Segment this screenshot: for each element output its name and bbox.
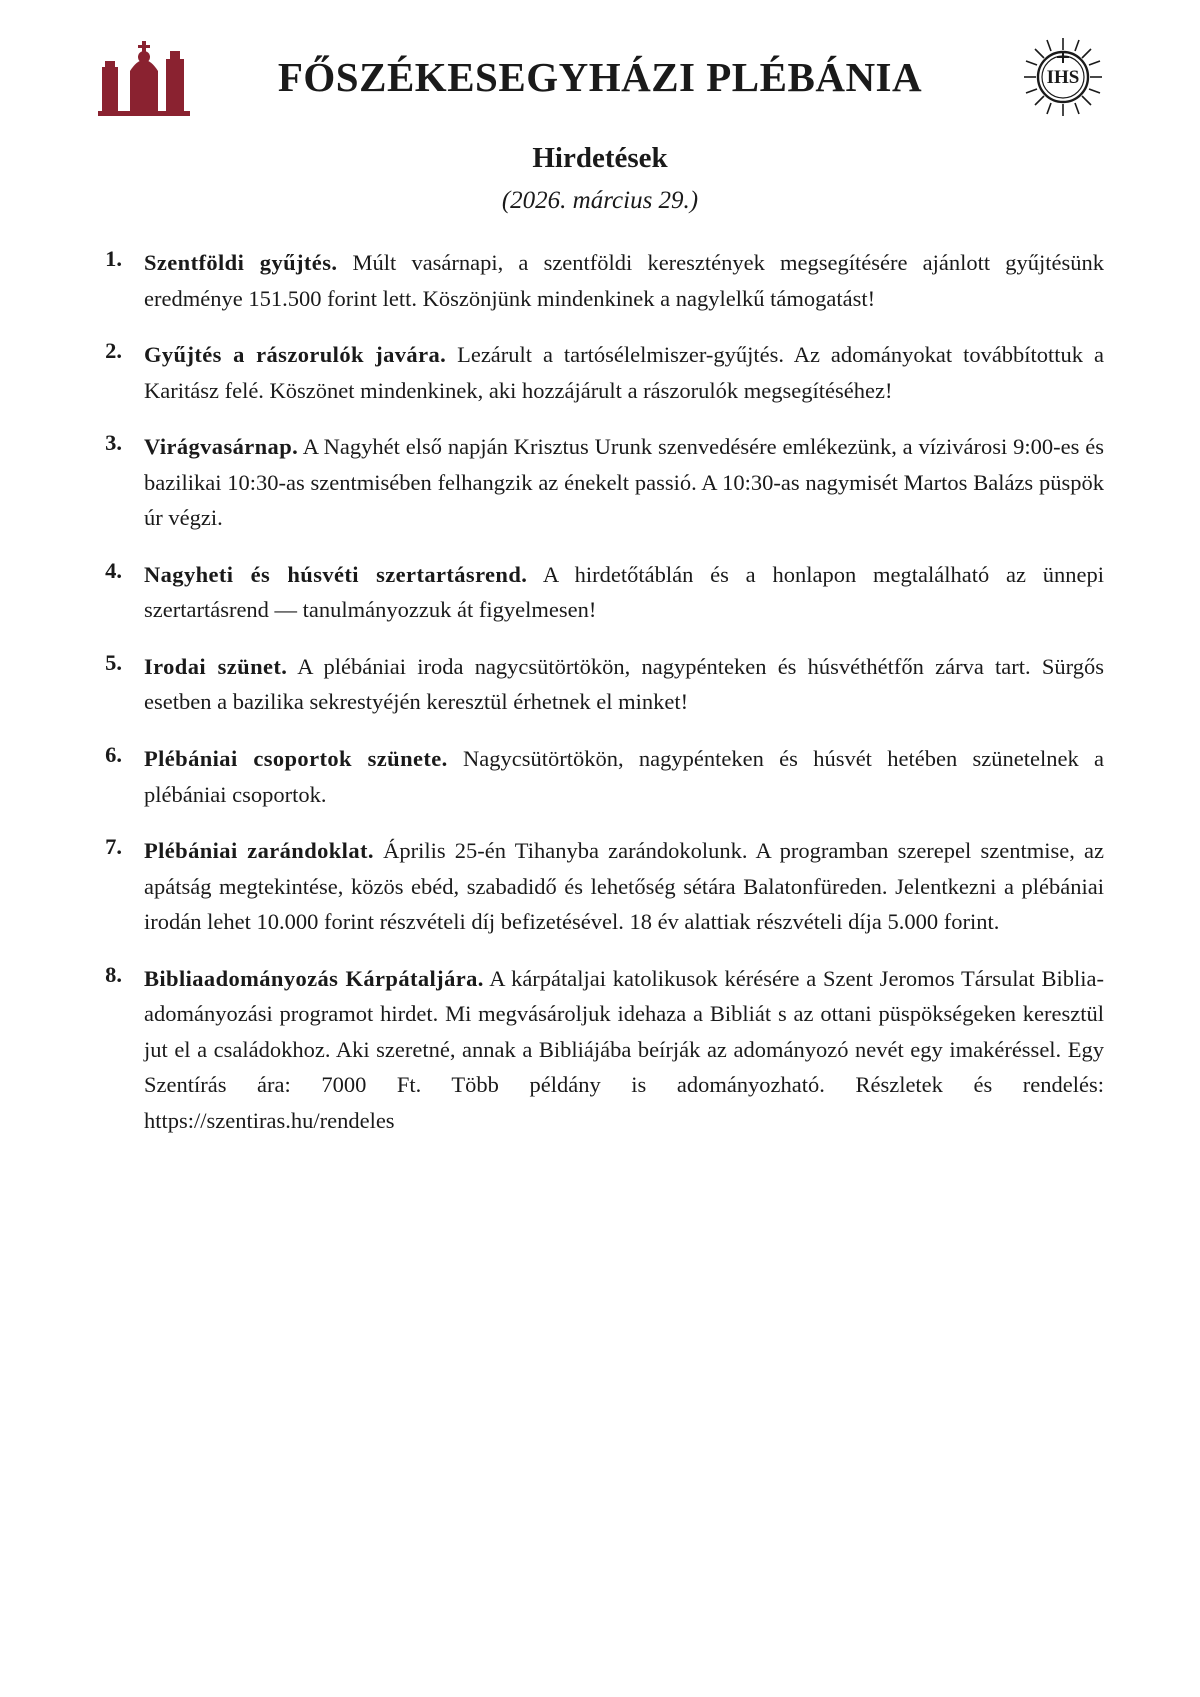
item-body: [144, 337, 1104, 408]
announcement-list: [96, 245, 1104, 1138]
document-subtitle: Hirdetések: [532, 142, 668, 174]
list-item: [96, 649, 1104, 720]
page-title: FŐSZÉKESEGYHÁZI PLÉBÁNIA: [277, 54, 923, 100]
list-item: [96, 741, 1104, 812]
item-number: 8.: [105, 961, 122, 987]
item-text: A hirdetőtáblán és a honlapon megtalálható az ünnepi szertartásrend — tanulmányozzuk át figyelmesen!: [144, 561, 1104, 623]
item-title: Irodai szünet.: [144, 653, 288, 679]
item-title: Virágvasárnap.: [144, 434, 299, 460]
item-text: Lezárult a tartósélelmiszer-gyűjtés. Az adományokat továbbítottuk a Karitász felé. Köszönet mindenkinek, aki hozzájárult a rászorulók megsegítéséhez!: [144, 342, 1104, 403]
item-title: Gyűjtés a rászorulók javára.: [144, 342, 447, 368]
item-number: 3.: [105, 430, 122, 456]
item-body: [144, 429, 1104, 536]
item-body: [144, 649, 1104, 720]
item-text: A Nagyhét első napján Krisztus Urunk szenvedésére emlékezünk, a vízivárosi 9:00-es és bazilikai 10:30-as szentmisében felhangzik az énekelt passió. A 10:30-as nagymisét Martos Balázs püspök úr végzi.: [144, 434, 1104, 531]
item-body: [144, 741, 1104, 812]
list-item: [96, 429, 1104, 536]
item-text: A plébániai iroda nagycsütörtökön, nagypénteken és húsvéthétfőn zárva tart. Sürgős esetben a bazilika sekrestyéjén keresztül érhetnek el minket!: [144, 653, 1105, 715]
item-title: Plébániai csoportok szünete.: [144, 746, 448, 772]
item-body: [144, 833, 1104, 940]
item-title: Plébániai zarándoklat.: [144, 838, 374, 864]
document-header: [96, 34, 1104, 120]
item-body: [144, 961, 1104, 1139]
item-title: Bibliaadományozás Kárpátaljára.: [144, 965, 484, 991]
list-item: [96, 245, 1104, 316]
item-body: [144, 245, 1104, 316]
list-item: [96, 337, 1104, 408]
list-item: [96, 961, 1104, 1139]
document-date: (2026. március 29.): [501, 187, 699, 214]
item-number: 7.: [105, 834, 122, 860]
item-number: 1.: [105, 246, 122, 271]
item-title: Szentföldi gyűjtés.: [144, 250, 338, 275]
svg-text:IHS: IHS: [1046, 67, 1080, 88]
item-number: 4.: [105, 557, 122, 583]
item-title: Nagyheti és húsvéti szertartásrend.: [144, 561, 528, 587]
item-number: 5.: [105, 649, 122, 675]
item-body: [144, 557, 1104, 628]
list-item: [96, 833, 1104, 940]
item-text: A kárpátaljai katolikusok kérésére a Szent Jeromos Társulat Biblia-adományozási programot hirdet. Mi megvásároljuk idehaza a Bibliát s az ottani püspökségeken keresztül jut el a családokhoz. Aki szeretné, annak a Bibliájába beírják az adományozó nevét egy imakéréssel. Egy Szentírás ára: 7000 Ft. Több példány is adományozható. Részletek és rendelés: https://szentiras.hu/rendeles: [144, 965, 1104, 1133]
basilica-icon: [96, 35, 200, 119]
item-number: 2.: [105, 338, 122, 364]
list-item: [96, 557, 1104, 628]
item-number: 6.: [105, 742, 122, 768]
item-text: Április 25-én Tihanyba zarándokolunk. A programban szerepel szentmise, az apátság megtekintése, közös ebéd, szabadidő és lehetőség sétára Balatonfüreden. Jelentkezni a plébániai irodán lehet 10.000 forint részvételi díj befizetésével. 18 év alattiak részvételi díja 5.000 forint.: [144, 838, 1104, 935]
item-text: Nagycsütörtökön, nagypénteken és húsvét hetében szünetelnek a plébániai csoportok.: [144, 746, 1104, 807]
item-text: Múlt vasárnapi, a szentföldi keresztények megsegítésére ajánlott gyűjtésünk eredménye 151.500 forint lett. Köszönjünk mindenkinek a nagylelkű támogatást!: [144, 250, 1105, 311]
ihs-sunburst-icon: [1000, 35, 1104, 119]
